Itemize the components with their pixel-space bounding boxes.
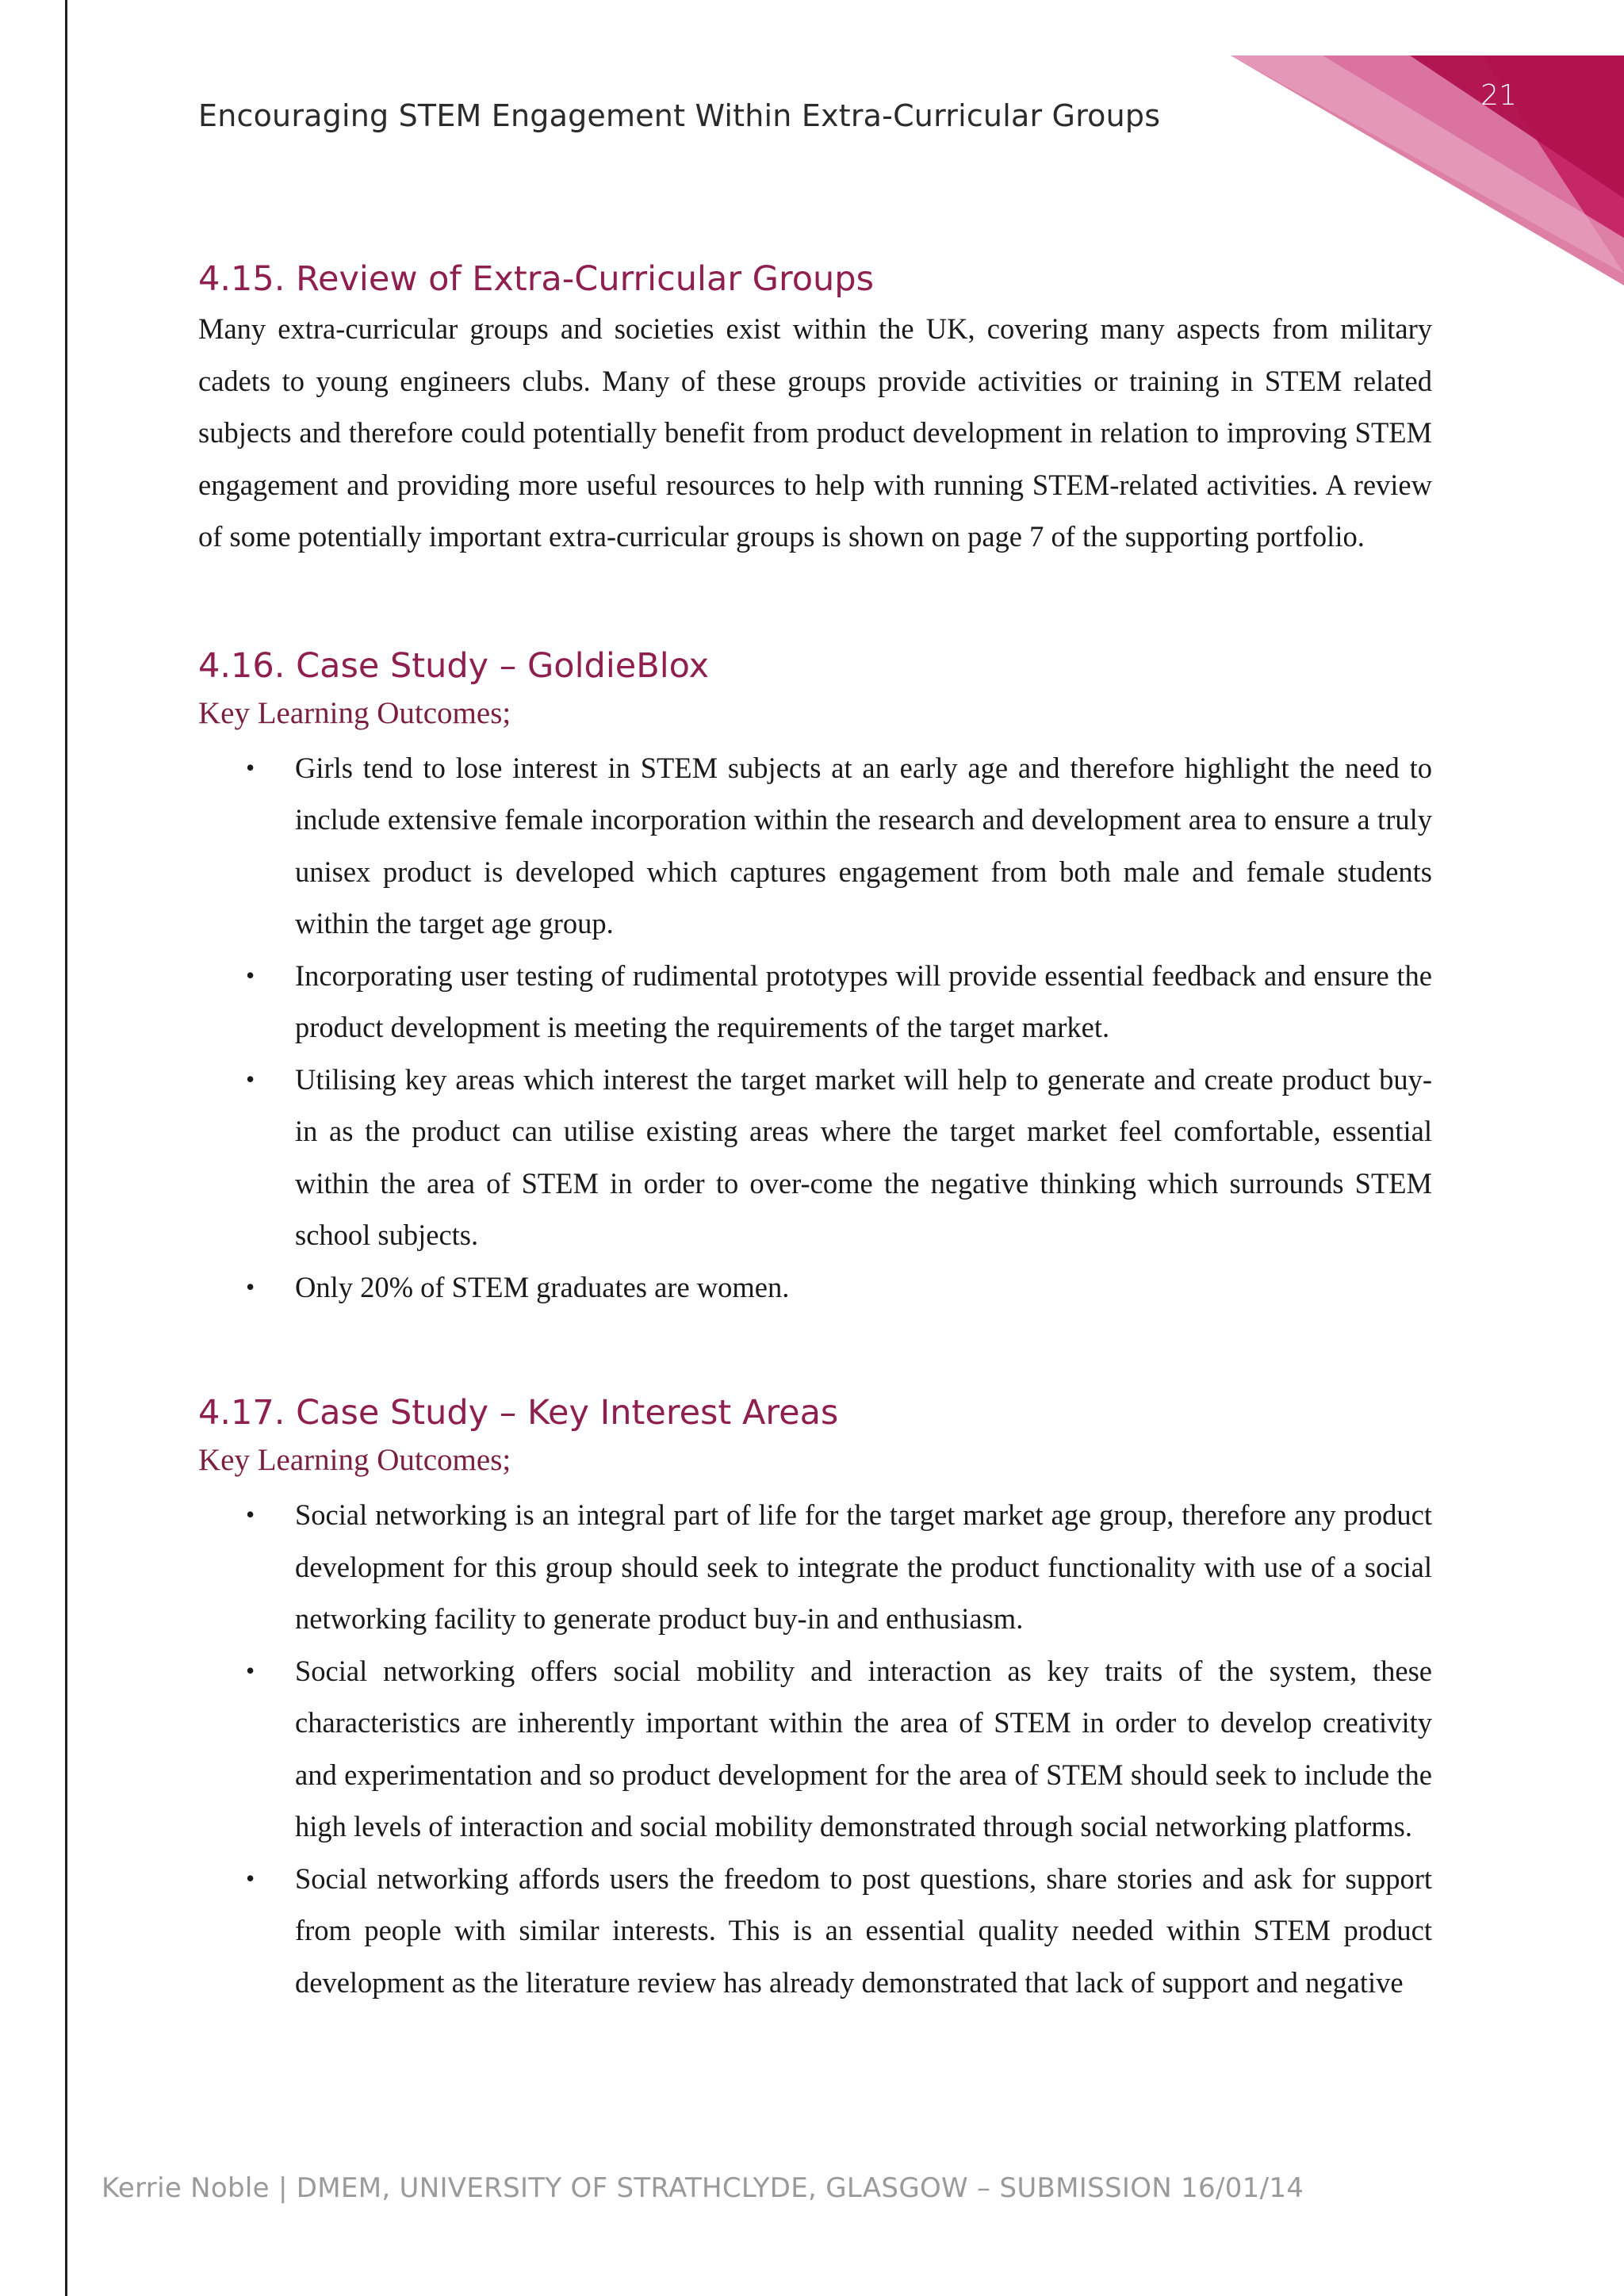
bullet-icon: •	[246, 960, 255, 989]
bullet-icon: •	[246, 1655, 255, 1685]
section-heading-4-16: 4.16. Case Study – GoldieBlox	[198, 645, 710, 686]
page-number: 21	[1480, 79, 1517, 112]
list-item: • Social networking offers social mobility and interaction as key traits of the system, these characteristics are inherently important within the area of STEM in order to develop creativity and experimentation and so product development for the area of STEM should seek to include the high levels of interaction and social mobility demonstrated through social networking platforms.	[198, 1645, 1432, 1853]
list-item: • Girls tend to lose interest in STEM subjects at an early age and therefore highlight the need to include extensive female incorporation within the research and development area to ensure a truly unisex product is developed which captures engagement from both male and female students within the target age group.	[198, 742, 1432, 950]
bullet-list	[198, 1489, 1432, 2008]
list-item: • Utilising key areas which interest the target market will help to generate and create product buy-in as the product can utilise existing areas where the target market feel comfortable, essential within the area of STEM in order to over-come the negative thinking which surrounds STEM school subjects.	[198, 1054, 1432, 1261]
bullet-icon: •	[246, 1863, 255, 1892]
bullet-list	[198, 742, 1432, 1314]
running-header: Encouraging STEM Engagement Within Extra-Curricular Groups	[198, 98, 1161, 133]
key-learning-outcomes-label: Key Learning Outcomes;	[198, 1443, 511, 1477]
main-content	[198, 255, 1432, 2008]
page-footer: Kerrie Noble | DMEM, UNIVERSITY OF STRATHCLYDE, GLASGOW – SUBMISSION 16/01/14	[102, 2172, 1304, 2204]
bullet-icon: •	[246, 1500, 255, 1529]
bullet-icon: •	[246, 752, 255, 782]
bullet-icon: •	[246, 1272, 255, 1301]
bullet-icon: •	[246, 1064, 255, 1093]
list-item: • Social networking is an integral part of life for the target market age group, therefore any product development for this group should seek to integrate the product functionality with use of a social networking facility to generate product buy-in and enthusiasm.	[198, 1489, 1432, 1645]
section-heading-4-17: 4.17. Case Study – Key Interest Areas	[198, 1393, 839, 1433]
section-paragraph: Many extra-curricular groups and societies exist within the UK, covering many aspects from military cadets to young engineers clubs. Many of these groups provide activities or training in STEM related subjects and therefore could potentially benefit from product development in relation to improving STEM engagement and providing more useful resources to help with running STEM-related activities. A review of some potentially important extra-curricular groups is shown on page 7 of the supporting portfolio.	[198, 312, 1432, 553]
list-item: • Only 20% of STEM graduates are women.	[198, 1261, 1432, 1314]
corner-decoration-icon	[1148, 0, 1624, 285]
list-item: • Social networking affords users the freedom to post questions, share stories and ask for support from people with similar interests. This is an essential quality needed within STEM product development as the literature review has already demonstrated that lack of support and negative	[198, 1853, 1432, 2009]
left-margin-rule	[65, 0, 67, 2296]
key-learning-outcomes-label: Key Learning Outcomes;	[198, 695, 511, 730]
section-heading-4-15: 4.15. Review of Extra-Curricular Groups	[198, 259, 874, 299]
list-item: • Incorporating user testing of rudimental prototypes will provide essential feedback and ensure the product development is meeting the requirements of the target market.	[198, 950, 1432, 1054]
